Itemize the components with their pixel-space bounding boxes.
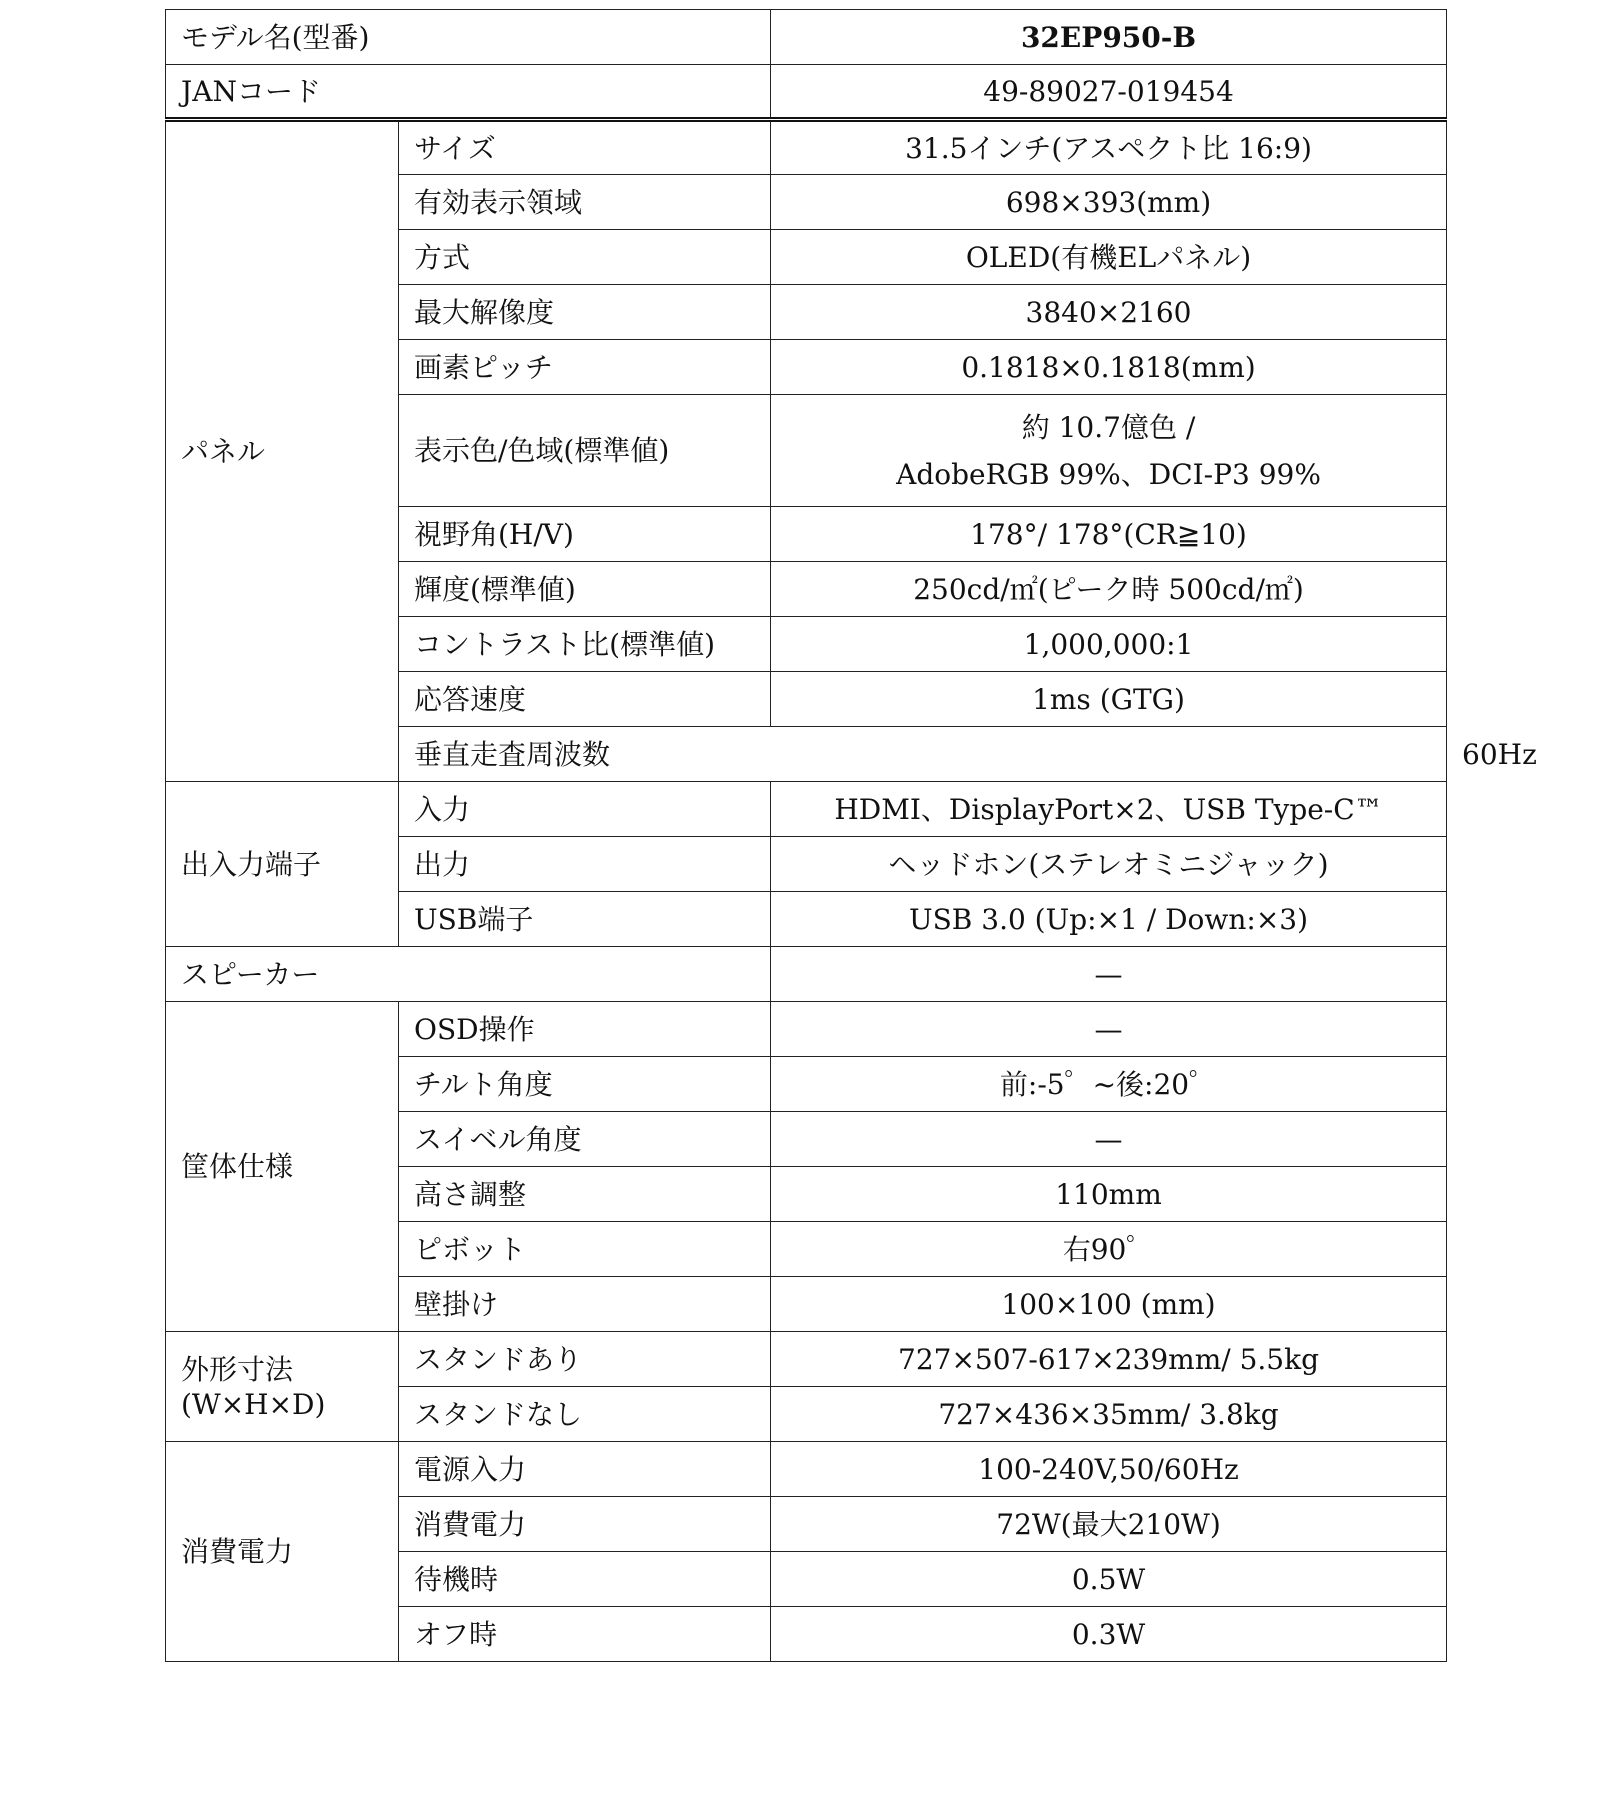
row-label: コントラスト比(標準値) [399, 617, 771, 672]
power-category: 消費電力 [166, 1442, 399, 1662]
row-value: 31.5インチ(アスペクト比 16:9) [771, 120, 1447, 175]
row-value: 1ms (GTG) [771, 672, 1447, 727]
dimensions-axes: (W×H×D) [181, 1387, 326, 1421]
row-value: 100-240V,50/60Hz [771, 1442, 1447, 1497]
table-row [166, 1332, 1447, 1387]
row-label: 有効表示領域 [399, 175, 771, 230]
row-label: チルト角度 [399, 1057, 771, 1112]
row-label: 待機時 [399, 1552, 771, 1607]
table-row [166, 120, 1447, 175]
row-label: 消費電力 [399, 1497, 771, 1552]
row-value: 72W(最大210W) [771, 1497, 1447, 1552]
row-value: 1,000,000:1 [771, 617, 1447, 672]
row-value: 0.1818×0.1818(mm) [771, 340, 1447, 395]
row-label: スタンドあり [399, 1332, 771, 1387]
row-value: 右90゜ [771, 1222, 1447, 1277]
row-value: 3840×2160 [771, 285, 1447, 340]
row-label: サイズ [399, 120, 771, 175]
row-value: 727×507-617×239mm/ 5.5kg [771, 1332, 1447, 1387]
row-value: USB 3.0 (Up:×1 / Down:×3) [771, 892, 1447, 947]
spec-table [165, 9, 1537, 1662]
table-row [166, 65, 1447, 120]
dimensions-category [166, 1332, 399, 1442]
panel-category: パネル [166, 120, 399, 782]
row-label: 高さ調整 [399, 1167, 771, 1222]
row-label: 最大解像度 [399, 285, 771, 340]
row-label: オフ時 [399, 1607, 771, 1662]
row-value: 前:-5゜~後:20゜ [771, 1057, 1447, 1112]
jan-value: 49-89027-019454 [771, 65, 1447, 120]
jan-label: JANコード [166, 65, 771, 120]
row-label: 応答速度 [399, 672, 771, 727]
vfreq-label: 垂直走査周波数 [399, 727, 1447, 782]
speaker-label: スピーカー [166, 947, 771, 1002]
table-row [166, 947, 1447, 1002]
row-label: スイベル角度 [399, 1112, 771, 1167]
row-value: 698×393(mm) [771, 175, 1447, 230]
color-count-text: 約 10.7億色 / [1021, 410, 1196, 444]
row-label: スタンドなし [399, 1387, 771, 1442]
speaker-value: — [771, 947, 1447, 1002]
row-value: — [771, 1112, 1447, 1167]
row-label: OSD操作 [399, 1002, 771, 1057]
row-label: 視野角(H/V) [399, 507, 771, 562]
row-label: 入力 [399, 782, 771, 837]
row-label: 電源入力 [399, 1442, 771, 1497]
color-gamut-text: AdobeRGB 99%、DCI-P3 99% [896, 457, 1321, 491]
row-label: USB端子 [399, 892, 771, 947]
row-value: 0.5W [771, 1552, 1447, 1607]
model-value: 32EP950-B [771, 10, 1447, 65]
row-value: — [771, 1002, 1447, 1057]
row-value: 100×100 (mm) [771, 1277, 1447, 1332]
row-value: 178°/ 178°(CR≧10) [771, 507, 1447, 562]
dimensions-title: 外形寸法 [181, 1352, 294, 1386]
row-label: 表示色/色域(標準値) [399, 395, 771, 507]
row-value: ヘッドホン(ステレオミニジャック) [771, 837, 1447, 892]
io-category: 出入力端子 [166, 782, 399, 947]
row-value: 250cd/㎡(ピーク時 500cd/㎡) [771, 562, 1447, 617]
row-value: 0.3W [771, 1607, 1447, 1662]
row-label: ピボット [399, 1222, 771, 1277]
row-label: 画素ピッチ [399, 340, 771, 395]
row-label: 輝度(標準値) [399, 562, 771, 617]
chassis-category: 筐体仕様 [166, 1002, 399, 1332]
model-label: モデル名(型番) [166, 10, 771, 65]
table-row [166, 1002, 1447, 1057]
row-value: HDMI、DisplayPort×2、USB Type-C™ [771, 782, 1447, 837]
row-label: 壁掛け [399, 1277, 771, 1332]
table-row [166, 782, 1447, 837]
row-value: 727×436×35mm/ 3.8kg [771, 1387, 1447, 1442]
row-label: 方式 [399, 230, 771, 285]
row-label: 出力 [399, 837, 771, 892]
row-value [771, 395, 1447, 507]
row-value: OLED(有機ELパネル) [771, 230, 1447, 285]
row-value: 110mm [771, 1167, 1447, 1222]
table-row [166, 10, 1447, 65]
table-row [166, 1442, 1447, 1497]
table-row: 垂直走査周波数 60Hz [166, 727, 1447, 782]
